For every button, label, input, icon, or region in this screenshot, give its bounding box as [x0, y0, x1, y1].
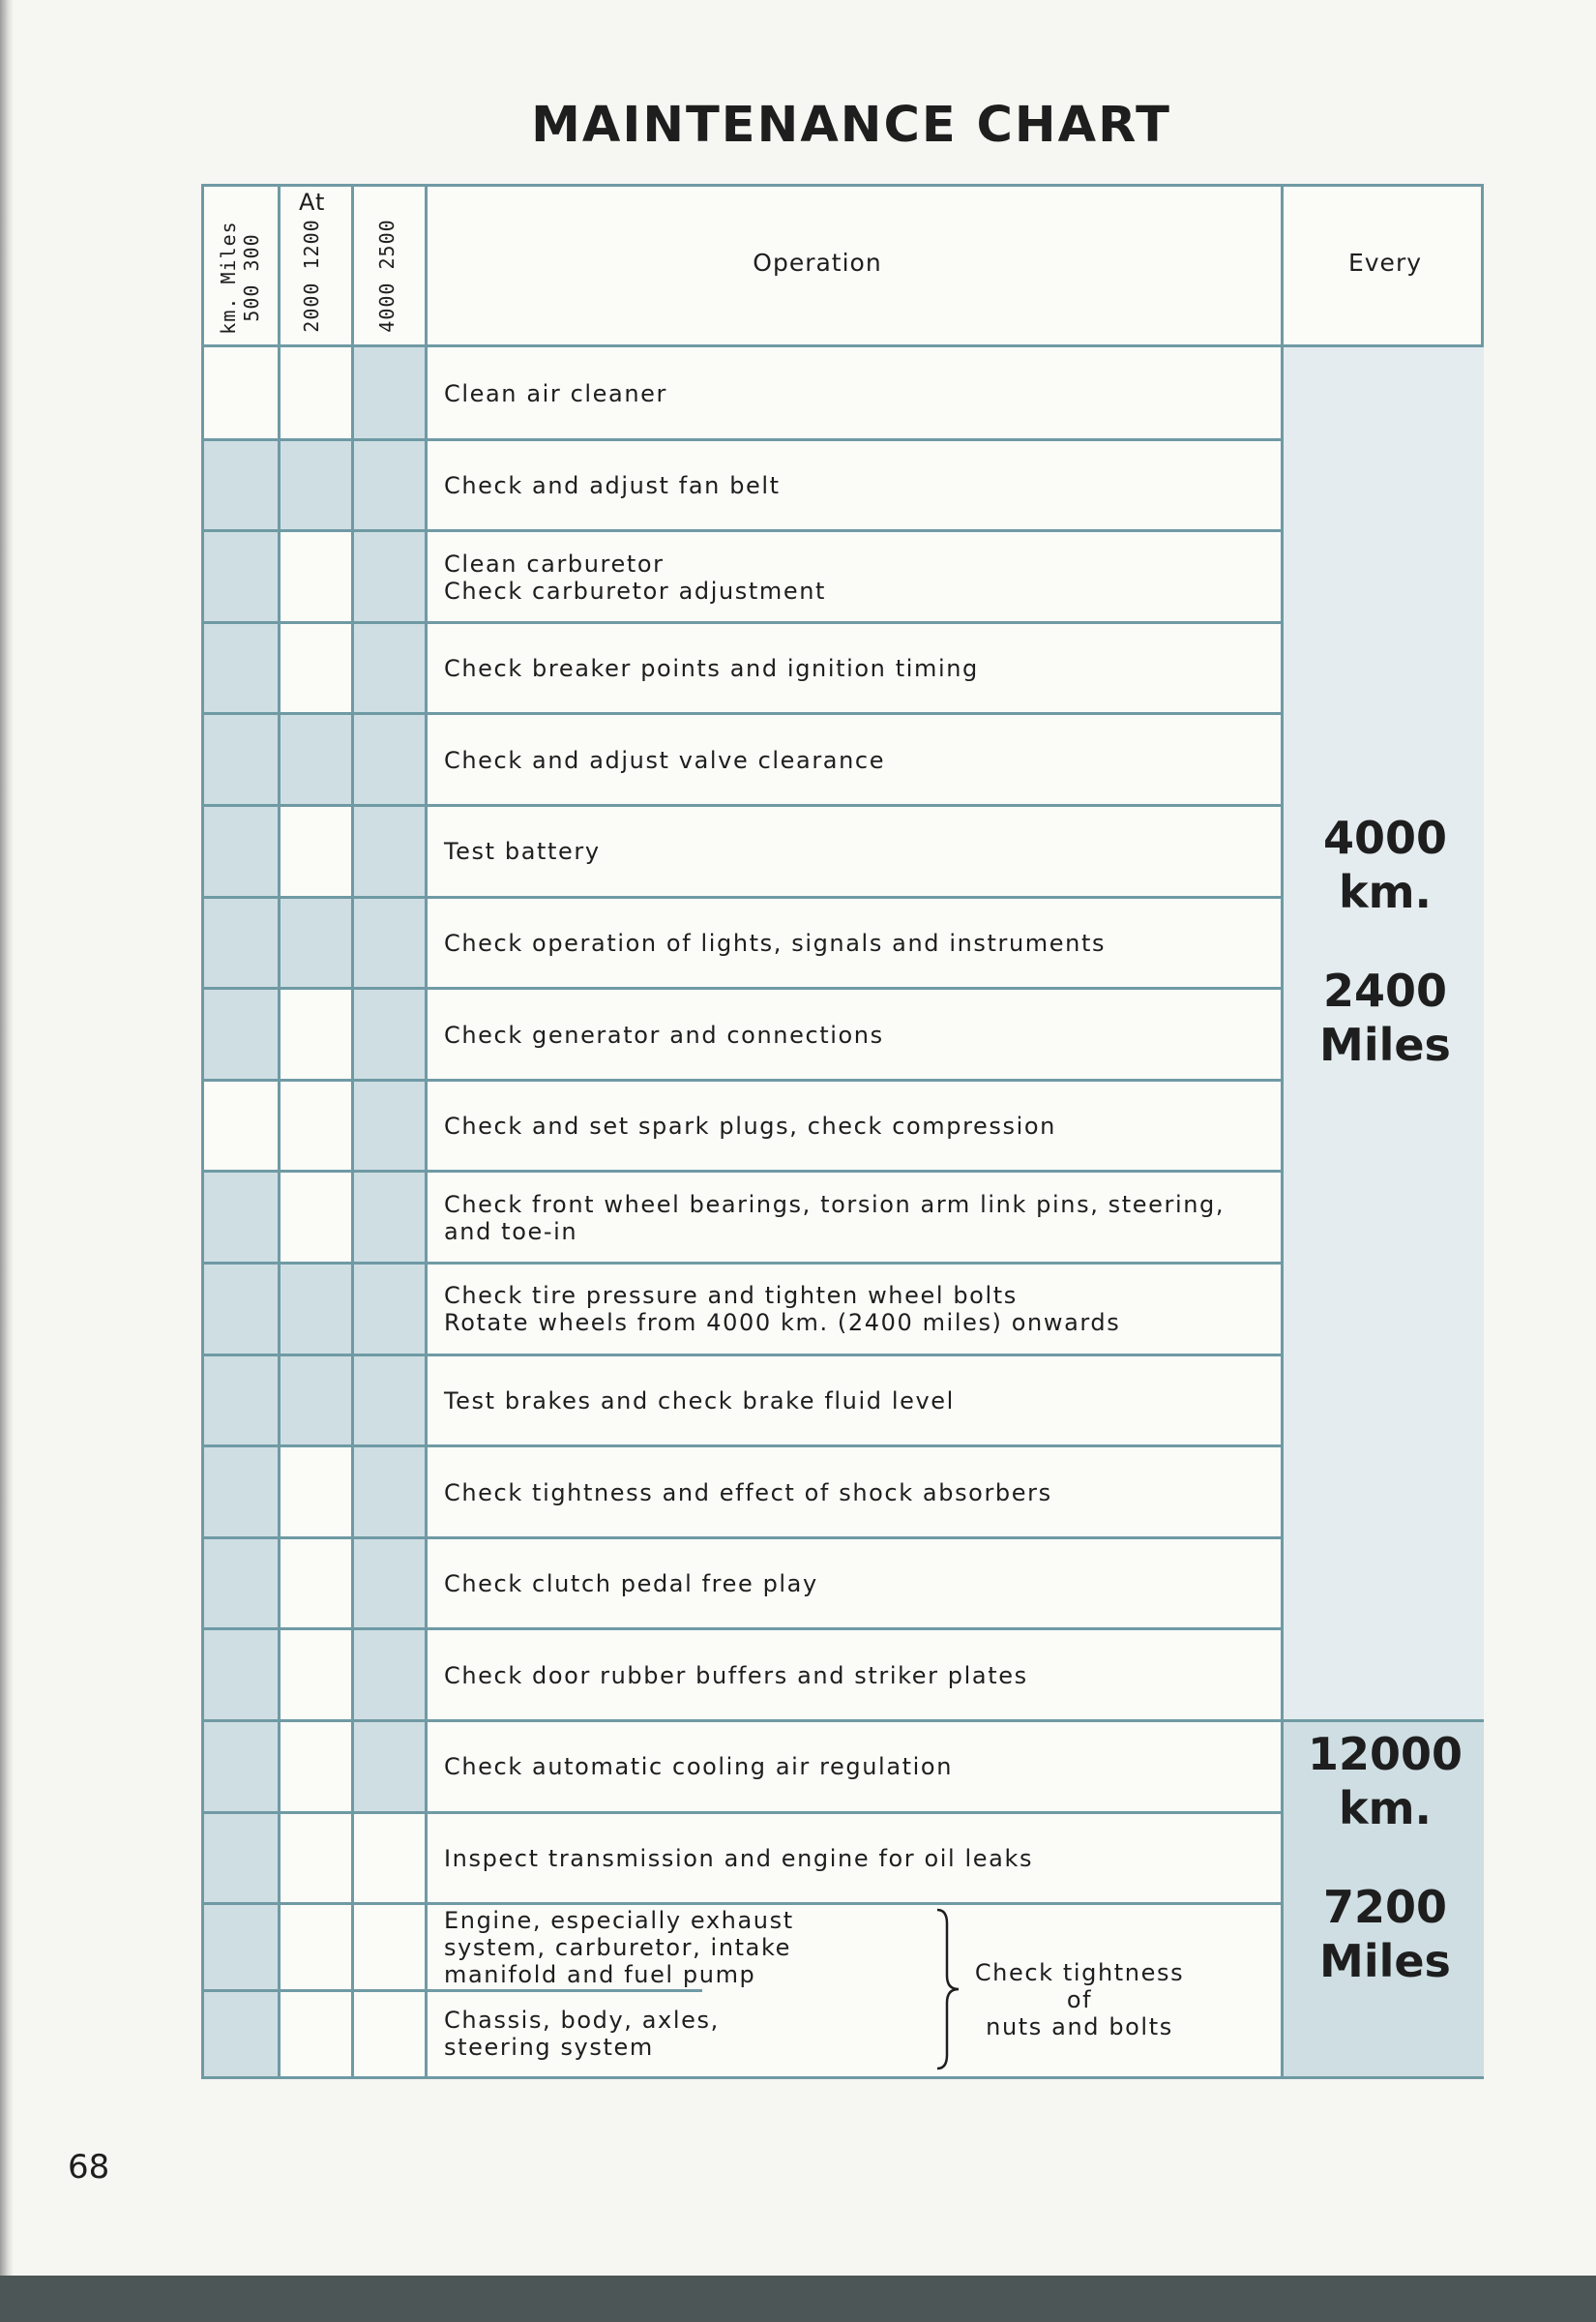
interval-mark-at-500	[204, 1354, 278, 1446]
operation-text	[444, 1387, 955, 1414]
interval-mark-at-500	[204, 713, 278, 805]
interval-mark-at-4000	[351, 439, 425, 531]
operation-text	[444, 1907, 794, 1988]
interval-mark-at-500	[204, 1812, 278, 1904]
every-group-rule	[1281, 1719, 1484, 1722]
interval-mark-at-4000	[351, 1720, 425, 1812]
operation-text	[444, 1662, 1028, 1689]
row-rule	[204, 1444, 1281, 1447]
row-rule	[204, 529, 1281, 532]
operation-text	[444, 1570, 818, 1597]
interval-mark-at-4000	[351, 1263, 425, 1354]
interval-mark-at-4000	[351, 897, 425, 989]
operation-line: and toe-in	[444, 1217, 578, 1245]
operation-text	[444, 1282, 1120, 1336]
every-7200-miles-value: 7200	[1322, 1881, 1448, 1933]
every-7200-miles-unit: Miles	[1319, 1935, 1451, 1987]
operation-text	[444, 1191, 1225, 1245]
column-rule	[351, 187, 354, 2076]
operation-text	[444, 1753, 953, 1780]
col2-header: 2000 1200	[300, 219, 323, 333]
col1-miles-value: 300	[240, 233, 263, 272]
operation-line: Clean air cleaner	[444, 380, 667, 408]
operation-line: Check generator and connections	[444, 1021, 884, 1049]
row-rule	[204, 896, 1281, 899]
at-label: At	[299, 189, 326, 216]
row-rule	[204, 438, 1281, 441]
row-rule	[204, 1170, 1281, 1173]
page-number: 68	[68, 2148, 110, 2187]
header-rule	[204, 344, 1481, 347]
row-rule	[204, 712, 1281, 715]
operation-text	[444, 1022, 884, 1049]
operation-line: Engine, especially exhaust	[444, 1906, 794, 1934]
col3-header: 4000 2500	[375, 219, 399, 333]
interval-mark-at-4000	[351, 713, 425, 805]
operation-header: Operation	[753, 249, 882, 277]
tightness-note-line-1: Check tightness of	[974, 1959, 1185, 2013]
interval-mark-at-2000	[278, 1263, 351, 1354]
interval-mark-at-500	[204, 1445, 278, 1537]
operation-text	[444, 2007, 720, 2061]
interval-mark-at-2000	[278, 713, 351, 805]
operation-line: Check operation of lights, signals and instruments	[444, 929, 1107, 957]
every-4000-km-unit: km.	[1339, 866, 1432, 918]
operation-line: Check breaker points and ignition timing	[444, 655, 979, 683]
interval-mark-at-4000	[351, 1171, 425, 1263]
interval-mark-at-500	[204, 1720, 278, 1812]
row-rule	[204, 1262, 1281, 1265]
interval-mark-at-4000	[351, 622, 425, 714]
interval-mark-at-500	[204, 622, 278, 714]
operation-text	[444, 380, 667, 407]
interval-mark-at-500	[204, 1990, 278, 2076]
operation-line: Clean carburetor	[444, 550, 665, 578]
tightness-note-line-2: nuts and bolts	[986, 2013, 1173, 2040]
row-rule	[204, 1719, 1281, 1722]
row-rule	[204, 1811, 1281, 1814]
operation-line: Check clutch pedal free play	[444, 1570, 818, 1598]
interval-mark-at-4000	[351, 530, 425, 622]
col1-km-label: km.	[217, 296, 240, 335]
operation-line: Check tire pressure and tighten wheel bolts	[444, 1282, 1018, 1310]
interval-mark-at-500	[204, 530, 278, 622]
row-rule	[204, 1079, 1281, 1082]
interval-mark-at-500	[204, 1628, 278, 1720]
operation-line: Check door rubber buffers and striker plates	[444, 1661, 1028, 1689]
interval-mark-at-2000	[278, 1354, 351, 1446]
operation-line: Check and adjust fan belt	[444, 471, 781, 499]
every-interval-12000	[1284, 1727, 1487, 1988]
operation-line: Inspect transmission and engine for oil leaks	[444, 1844, 1034, 1872]
operation-text	[444, 1479, 1052, 1506]
column-rule	[425, 187, 428, 2076]
interval-mark-at-500	[204, 805, 278, 897]
operation-line: Check carburetor adjustment	[444, 577, 827, 605]
interval-mark-at-4000	[351, 1537, 425, 1629]
every-4000-km-value: 4000	[1322, 812, 1448, 864]
operation-line: steering system	[444, 2034, 654, 2062]
col1-km-value: 500	[240, 283, 263, 322]
every-2400-miles-value: 2400	[1322, 965, 1448, 1017]
maintenance-chart-table	[201, 184, 1484, 2079]
row-rule	[204, 804, 1281, 807]
operation-text	[444, 1113, 1056, 1140]
operation-line: Test brakes and check brake fluid level	[444, 1386, 955, 1414]
operation-line: Check tightness and effect of shock absorbers	[444, 1478, 1052, 1506]
interval-mark-at-500	[204, 988, 278, 1080]
operation-line: system, carburetor, intake	[444, 1933, 791, 1961]
interval-mark-at-500	[204, 439, 278, 531]
scan-background-strip	[0, 2276, 1596, 2322]
operation-line: Check and set spark plugs, check compression	[444, 1113, 1056, 1141]
every-12000-km-unit: km.	[1339, 1782, 1432, 1834]
interval-mark-at-4000	[351, 805, 425, 897]
col1-miles-label: Miles	[217, 221, 240, 284]
operation-text	[444, 930, 1106, 957]
column-rule	[278, 187, 281, 2076]
interval-mark-at-500	[204, 1263, 278, 1354]
row-rule	[204, 987, 1281, 990]
operation-line: Check and adjust valve clearance	[444, 746, 886, 774]
operation-text	[444, 747, 885, 774]
interval-mark-at-4000	[351, 1445, 425, 1537]
tightness-note	[959, 1959, 1200, 2040]
row-rule	[204, 1536, 1281, 1539]
row-rule	[204, 621, 1281, 624]
row-rule	[204, 1627, 1281, 1630]
interval-mark-at-500	[204, 1171, 278, 1263]
every-header: Every	[1347, 249, 1423, 277]
every-2400-miles-unit: Miles	[1319, 1019, 1451, 1071]
operation-line: Chassis, body, axles,	[444, 2007, 720, 2035]
interval-mark-at-2000	[278, 439, 351, 531]
every-12000-km-value: 12000	[1307, 1728, 1463, 1780]
operation-text	[444, 551, 826, 605]
operation-line: Check front wheel bearings, torsion arm link pins, steering,	[444, 1190, 1226, 1218]
interval-mark-at-4000	[351, 1354, 425, 1446]
row-rule	[204, 1902, 1281, 1905]
interval-mark-at-500	[204, 1903, 278, 1989]
operation-text	[444, 1845, 1033, 1872]
row-rule	[204, 1989, 702, 1992]
page-edge-shadow	[0, 0, 14, 2276]
operation-line: Check automatic cooling air regulation	[444, 1753, 953, 1781]
interval-mark-at-4000	[351, 988, 425, 1080]
col1-header-km-miles	[217, 215, 263, 341]
interval-mark-at-4000	[351, 347, 425, 439]
operation-line: manifold and fuel pump	[444, 1960, 756, 1988]
row-rule	[204, 1354, 1281, 1356]
interval-mark-at-2000	[278, 897, 351, 989]
page-title: MAINTENANCE CHART	[531, 97, 1171, 154]
interval-mark-at-500	[204, 897, 278, 989]
operation-text	[444, 838, 601, 865]
interval-mark-at-500	[204, 1537, 278, 1629]
operation-text	[444, 472, 781, 499]
operation-line: Test battery	[444, 838, 601, 866]
interval-mark-at-4000	[351, 1628, 425, 1720]
interval-mark-at-4000	[351, 1080, 425, 1172]
operation-line: Rotate wheels from 4000 km. (2400 miles) onwards	[444, 1309, 1121, 1337]
every-interval-4000	[1284, 811, 1487, 1072]
operation-text	[444, 655, 979, 682]
